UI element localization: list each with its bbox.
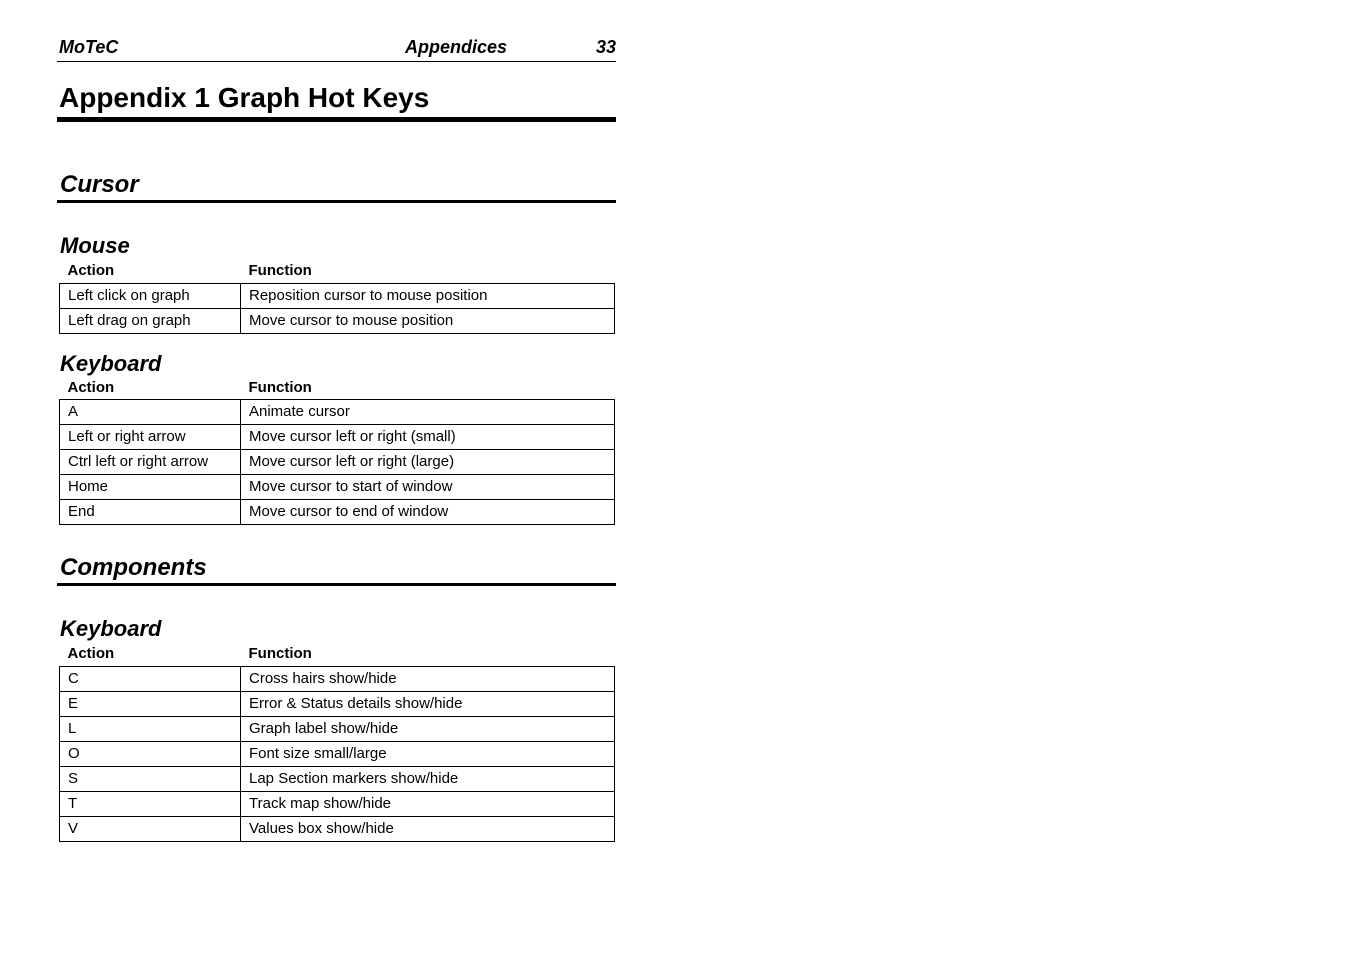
table-row bbox=[60, 742, 615, 767]
function-cell: Move cursor to end of window bbox=[241, 500, 615, 525]
running-header bbox=[57, 36, 616, 62]
section-title-cursor: Cursor bbox=[60, 171, 139, 198]
function-cell: Move cursor to mouse position bbox=[241, 309, 615, 334]
action-cell: L bbox=[60, 717, 241, 742]
action-cell: Left drag on graph bbox=[60, 309, 241, 334]
chapter-title: Appendix 1 Graph Hot Keys bbox=[59, 82, 430, 113]
column-header-function: Function bbox=[248, 645, 312, 662]
header-brand: MoTeC bbox=[59, 37, 119, 57]
column-header-function: Function bbox=[248, 379, 312, 396]
table-header-row bbox=[60, 259, 615, 284]
function-cell: Lap Section markers show/hide bbox=[241, 767, 615, 792]
column-header-action: Action bbox=[67, 645, 115, 662]
subsection-title-keyboard: Keyboard bbox=[60, 351, 162, 376]
table-row bbox=[60, 692, 615, 717]
action-cell: T bbox=[60, 792, 241, 817]
document-page bbox=[57, 36, 616, 842]
page-number: 33 bbox=[595, 37, 616, 57]
action-cell: Left click on graph bbox=[60, 284, 241, 309]
function-cell: Animate cursor bbox=[241, 400, 615, 425]
action-cell: End bbox=[60, 500, 241, 525]
table-row bbox=[60, 817, 615, 842]
function-cell: Track map show/hide bbox=[241, 792, 615, 817]
subsection-title-mouse: Mouse bbox=[60, 233, 130, 258]
table-row bbox=[60, 767, 615, 792]
action-cell: Home bbox=[60, 475, 241, 500]
function-cell: Cross hairs show/hide bbox=[241, 667, 615, 692]
function-cell: Values box show/hide bbox=[241, 817, 615, 842]
table-row bbox=[60, 500, 615, 525]
table-row bbox=[60, 792, 615, 817]
function-cell: Move cursor left or right (small) bbox=[241, 425, 615, 450]
table-row bbox=[60, 425, 615, 450]
action-cell: A bbox=[60, 400, 241, 425]
action-cell: Ctrl left or right arrow bbox=[60, 450, 241, 475]
section-rule bbox=[57, 583, 616, 586]
function-cell: Error & Status details show/hide bbox=[241, 692, 615, 717]
column-header-action: Action bbox=[67, 262, 115, 279]
table-row bbox=[60, 284, 615, 309]
column-header-action: Action bbox=[67, 379, 115, 396]
column-header-function: Function bbox=[248, 262, 312, 279]
header-section: Appendices bbox=[405, 37, 508, 57]
function-cell: Graph label show/hide bbox=[241, 717, 615, 742]
section-rule bbox=[57, 200, 616, 203]
mouse-hotkey-table bbox=[59, 259, 615, 334]
function-cell: Font size small/large bbox=[241, 742, 615, 767]
table-row bbox=[60, 667, 615, 692]
action-cell: V bbox=[60, 817, 241, 842]
table-row bbox=[60, 475, 615, 500]
chapter-rule bbox=[57, 117, 616, 122]
subsection-title-keyboard: Keyboard bbox=[60, 616, 162, 641]
function-cell: Reposition cursor to mouse position bbox=[241, 284, 615, 309]
action-cell: O bbox=[60, 742, 241, 767]
table-row bbox=[60, 400, 615, 425]
function-cell: Move cursor left or right (large) bbox=[241, 450, 615, 475]
action-cell: E bbox=[60, 692, 241, 717]
components-keyboard-hotkey-table bbox=[59, 642, 615, 842]
action-cell: C bbox=[60, 667, 241, 692]
table-row bbox=[60, 309, 615, 334]
action-cell: Left or right arrow bbox=[60, 425, 241, 450]
table-header-row bbox=[60, 377, 615, 400]
cursor-keyboard-hotkey-table bbox=[59, 377, 615, 525]
section-title-components: Components bbox=[60, 554, 207, 581]
table-row bbox=[60, 717, 615, 742]
table-header-row bbox=[60, 642, 615, 667]
function-cell: Move cursor to start of window bbox=[241, 475, 615, 500]
table-row bbox=[60, 450, 615, 475]
action-cell: S bbox=[60, 767, 241, 792]
